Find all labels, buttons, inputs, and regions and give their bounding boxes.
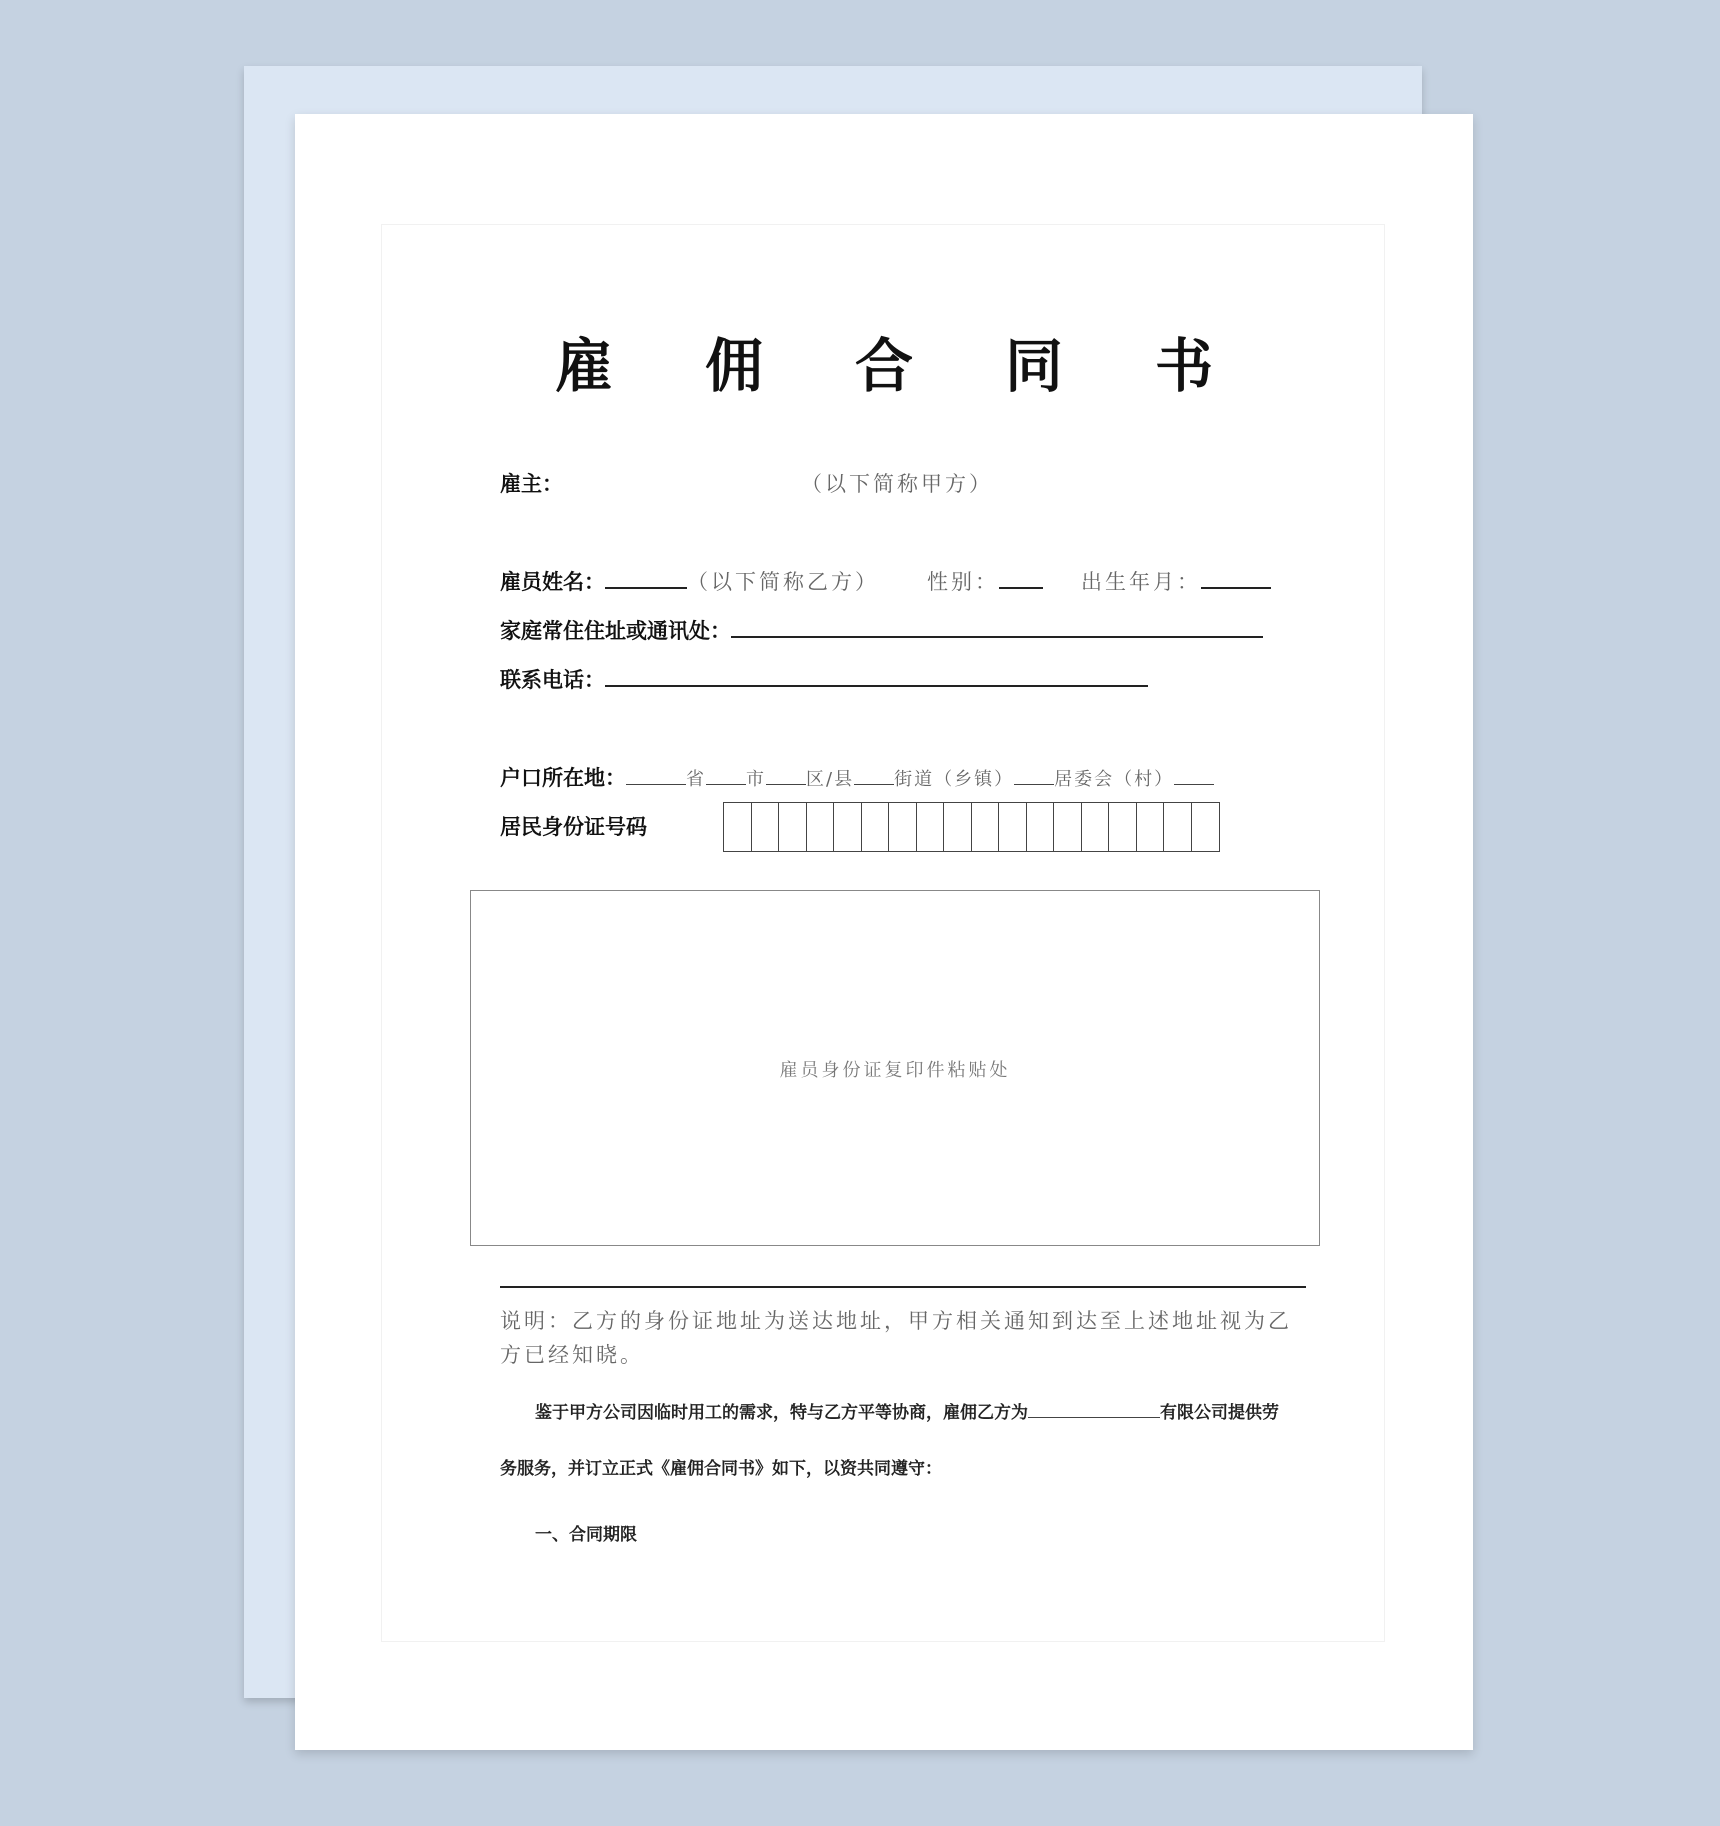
employee-name-blank[interactable] bbox=[605, 569, 687, 589]
id-cell[interactable] bbox=[972, 803, 1000, 851]
gender-label: 性别： bbox=[927, 570, 999, 594]
id-number-label: 居民身份证号码 bbox=[500, 815, 647, 839]
contract-page bbox=[295, 114, 1473, 1750]
paragraph-start: 鉴于甲方公司因临时用工的需求，特与乙方平等协商，雇佣乙方为 bbox=[535, 1403, 1028, 1423]
street-blank[interactable] bbox=[854, 768, 894, 785]
id-cell[interactable] bbox=[889, 803, 917, 851]
city-blank[interactable] bbox=[706, 768, 746, 785]
id-cell[interactable] bbox=[862, 803, 890, 851]
hukou-city: 市 bbox=[746, 769, 766, 790]
paste-area-label: 雇员身份证复印件粘贴处 bbox=[779, 1060, 1011, 1081]
paragraph-line-2: 务服务，并订立正式《雇佣合同书》如下，以资共同遵守： bbox=[500, 1459, 942, 1479]
id-cell[interactable] bbox=[779, 803, 807, 851]
birth-row bbox=[1081, 566, 1271, 596]
birth-blank[interactable] bbox=[1201, 569, 1271, 589]
id-cell[interactable] bbox=[1109, 803, 1137, 851]
hukou-row bbox=[500, 762, 1214, 792]
id-cell[interactable] bbox=[1027, 803, 1055, 851]
hukou-street: 街道（乡镇） bbox=[894, 769, 1015, 790]
id-cell[interactable] bbox=[999, 803, 1027, 851]
hukou-province: 省 bbox=[686, 769, 706, 790]
id-number-grid[interactable] bbox=[723, 802, 1220, 852]
note-text: 说明：乙方的身份证地址为送达地址，甲方相关通知到达至上述地址视为乙方已经知晓。 bbox=[500, 1309, 1292, 1367]
section-heading-term: 一、合同期限 bbox=[535, 1525, 637, 1545]
employee-name-label: 雇员姓名： bbox=[500, 570, 605, 594]
employee-suffix: （以下简称乙方） bbox=[687, 570, 879, 594]
birth-label: 出生年月： bbox=[1081, 570, 1201, 594]
paragraph-line-1 bbox=[535, 1398, 1279, 1423]
id-cell[interactable] bbox=[1192, 803, 1220, 851]
address-label: 家庭常住住址或通讯处： bbox=[500, 619, 731, 643]
document-title: 雇佣合同书 bbox=[554, 332, 1305, 400]
company-blank[interactable] bbox=[1028, 1401, 1160, 1418]
id-cell[interactable] bbox=[1137, 803, 1165, 851]
id-cell[interactable] bbox=[724, 803, 752, 851]
hukou-district: 区/县 bbox=[806, 769, 855, 790]
address-blank[interactable] bbox=[731, 618, 1263, 638]
province-blank[interactable] bbox=[626, 768, 686, 785]
id-cell[interactable] bbox=[1164, 803, 1192, 851]
phone-label: 联系电话： bbox=[500, 668, 605, 692]
divider-line bbox=[500, 1286, 1306, 1288]
id-cell[interactable] bbox=[917, 803, 945, 851]
paragraph-company: 有限公司提供劳 bbox=[1160, 1403, 1279, 1423]
id-cell[interactable] bbox=[834, 803, 862, 851]
id-cell[interactable] bbox=[1054, 803, 1082, 851]
id-cell[interactable] bbox=[1082, 803, 1110, 851]
phone-row bbox=[500, 664, 1148, 694]
employer-label: 雇主： bbox=[500, 472, 563, 496]
district-blank[interactable] bbox=[766, 768, 806, 785]
committee-blank[interactable] bbox=[1014, 768, 1054, 785]
village-blank[interactable] bbox=[1174, 768, 1214, 785]
employee-name-row bbox=[500, 566, 879, 596]
address-row bbox=[500, 615, 1263, 645]
id-cell[interactable] bbox=[807, 803, 835, 851]
id-copy-paste-area bbox=[470, 890, 1320, 1246]
phone-blank[interactable] bbox=[605, 667, 1148, 687]
gender-row bbox=[927, 566, 1043, 596]
employer-suffix: （以下简称甲方） bbox=[801, 472, 993, 496]
id-cell[interactable] bbox=[752, 803, 780, 851]
hukou-committee: 居委会（村） bbox=[1054, 769, 1175, 790]
gender-blank[interactable] bbox=[999, 569, 1043, 589]
hukou-label: 户口所在地： bbox=[500, 766, 626, 790]
id-cell[interactable] bbox=[944, 803, 972, 851]
